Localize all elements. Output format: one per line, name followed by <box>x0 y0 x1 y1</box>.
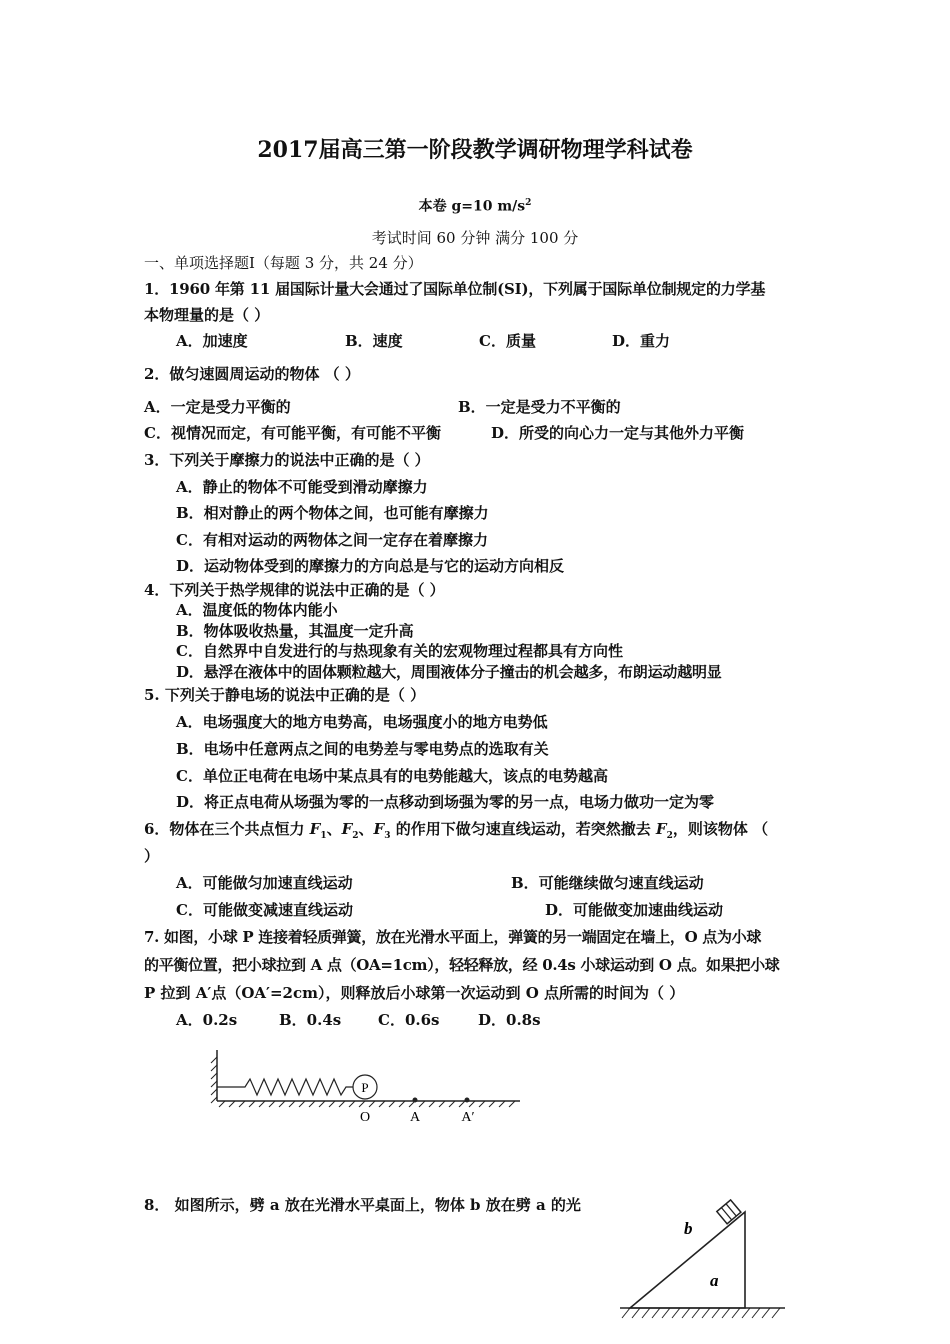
q4-option-a[interactable]: A．温度低的物体内能小 <box>176 601 338 619</box>
ball-p-label: P <box>361 1080 369 1095</box>
spring <box>217 1079 353 1095</box>
wedge-diagram <box>610 1200 790 1344</box>
q5-stem: 5. 下列关于静电场的说法中正确的是（ ） <box>144 686 426 704</box>
point-a-label: A <box>409 1110 421 1125</box>
point-a-dot <box>413 1098 418 1103</box>
gravity-note-text: 本卷 g=10 m/s <box>418 198 526 215</box>
q5-option-c[interactable]: C．单位正电荷在电场中某点具有的电势能越大，该点的电势越高 <box>176 767 608 785</box>
q3-option-b[interactable]: B．相对静止的两个物体之间，也可能有摩擦力 <box>176 504 489 522</box>
q6-option-c[interactable]: C．可能做变减速直线运动 <box>176 901 353 919</box>
q6-stem-line2: ） <box>144 847 160 865</box>
q6-stem-post: ，则该物体 （ <box>672 820 769 838</box>
q1-stem-line2: 本物理量的是（ ） <box>144 306 270 324</box>
spring-diagram <box>205 1045 535 1135</box>
q1-stem-line1: 1．1960 年第 11 届国际计量大会通过了国际单位制(SI)，下列属于国际单位制规定的力学基 <box>144 280 766 298</box>
q6-f3-sub: 3 <box>384 831 391 841</box>
point-a-prime-dot <box>465 1098 470 1103</box>
gravity-note-exponent: 2 <box>525 198 532 208</box>
q6-sep2: 、 <box>358 820 374 838</box>
q7-option-c[interactable]: C．0.6s <box>378 1011 440 1029</box>
point-a-prime-label: A′ <box>461 1110 475 1125</box>
q6-f2-sub: 2 <box>352 831 359 841</box>
q2-option-b[interactable]: B．一定是受力不平衡的 <box>458 398 621 416</box>
exam-info: 考试时间 60 分钟 满分 100 分 <box>371 229 579 247</box>
q6-option-a[interactable]: A．可能做匀加速直线运动 <box>176 874 353 892</box>
q6-f3: F <box>373 820 385 838</box>
q8-stem: 8． 如图所示，劈 a 放在光滑水平桌面上，物体 b 放在劈 a 的光 <box>144 1196 581 1214</box>
q6-f2-removed-sub: 2 <box>666 831 673 841</box>
q6-option-d[interactable]: D．可能做变加速曲线运动 <box>545 901 724 919</box>
q5-option-a[interactable]: A．电场强度大的地方电势高，电场强度小的地方电势低 <box>176 713 548 731</box>
q1-option-b[interactable]: B．速度 <box>345 332 403 350</box>
q6-f1-sub: 1 <box>320 831 327 841</box>
label-b: b <box>684 1219 693 1238</box>
page-title: 2017届高三第一阶段教学调研物理学科试卷 <box>257 137 693 163</box>
q5-option-b[interactable]: B．电场中任意两点之间的电势差与零电势点的选取有关 <box>176 740 549 758</box>
q1-option-a[interactable]: A．加速度 <box>176 332 248 350</box>
q1-option-c[interactable]: C．质量 <box>479 332 536 350</box>
q1-option-d[interactable]: D．重力 <box>612 332 671 350</box>
q7-option-b[interactable]: B．0.4s <box>279 1011 342 1029</box>
q7-option-d[interactable]: D．0.8s <box>478 1011 541 1029</box>
q3-option-d[interactable]: D．运动物体受到的摩擦力的方向总是与它的运动方向相反 <box>176 557 565 575</box>
q4-stem: 4．下列关于热学规律的说法中正确的是（ ） <box>144 581 445 599</box>
point-o-label: O <box>359 1110 371 1125</box>
q7-stem-line3: P 拉到 A′点（OA′=2cm），则释放后小球第一次运动到 O 点所需的时间为（ ） <box>144 984 685 1002</box>
q6-sep1: 、 <box>326 820 342 838</box>
q6-stem-mid: 的作用下做匀速直线运动，若突然撤去 <box>390 820 656 838</box>
q6-option-b[interactable]: B．可能继续做匀速直线运动 <box>511 874 704 892</box>
q3-stem: 3．下列关于摩擦力的说法中正确的是（ ） <box>144 451 430 469</box>
q3-option-a[interactable]: A．静止的物体不可能受到滑动摩擦力 <box>176 478 428 496</box>
q2-option-d[interactable]: D．所受的向心力一定与其他外力平衡 <box>491 424 745 442</box>
table-hatching <box>622 1308 780 1318</box>
q7-option-a[interactable]: A．0.2s <box>176 1011 238 1029</box>
q4-option-b[interactable]: B．物体吸收热量，其温度一定升高 <box>176 622 414 640</box>
q6-f2: F <box>341 820 353 838</box>
q4-option-c[interactable]: C．自然界中自发进行的与热现象有关的宏观物理过程都具有方向性 <box>176 642 623 660</box>
q4-option-d[interactable]: D．悬浮在液体中的固体颗粒越大，周围液体分子撞击的机会越多，布朗运动越明显 <box>176 663 722 681</box>
section-heading: 一、单项选择题Ⅰ（每题 3 分，共 24 分） <box>144 254 423 272</box>
q6-f2-removed: F <box>655 820 667 838</box>
q6-stem-line1 <box>144 819 768 846</box>
gravity-note <box>0 193 950 217</box>
q7-stem-line1: 7. 如图，小球 P 连接着轻质弹簧，放在光滑水平面上，弹簧的另一端固定在墙上，O 点为小球 <box>144 928 762 946</box>
q6-f1: F <box>309 820 321 838</box>
q6-stem-pre: 6．物体在三个共点恒力 <box>144 820 310 838</box>
q3-option-c[interactable]: C．有相对运动的两物体之间一定存在着摩擦力 <box>176 531 488 549</box>
q7-stem-line2: 的平衡位置，把小球拉到 A 点（OA=1cm），轻轻释放，经 0.4s 小球运动到 O 点。如果把小球 <box>144 956 780 974</box>
label-a: a <box>710 1271 719 1290</box>
q2-option-c[interactable]: C．视情况而定，有可能平衡，有可能不平衡 <box>144 424 441 442</box>
q2-option-a[interactable]: A．一定是受力平衡的 <box>144 398 291 416</box>
q5-option-d[interactable]: D．将正点电荷从场强为零的一点移动到场强为零的另一点，电场力做功一定为零 <box>176 793 715 811</box>
q2-stem: 2．做匀速圆周运动的物体 （ ） <box>144 365 360 383</box>
